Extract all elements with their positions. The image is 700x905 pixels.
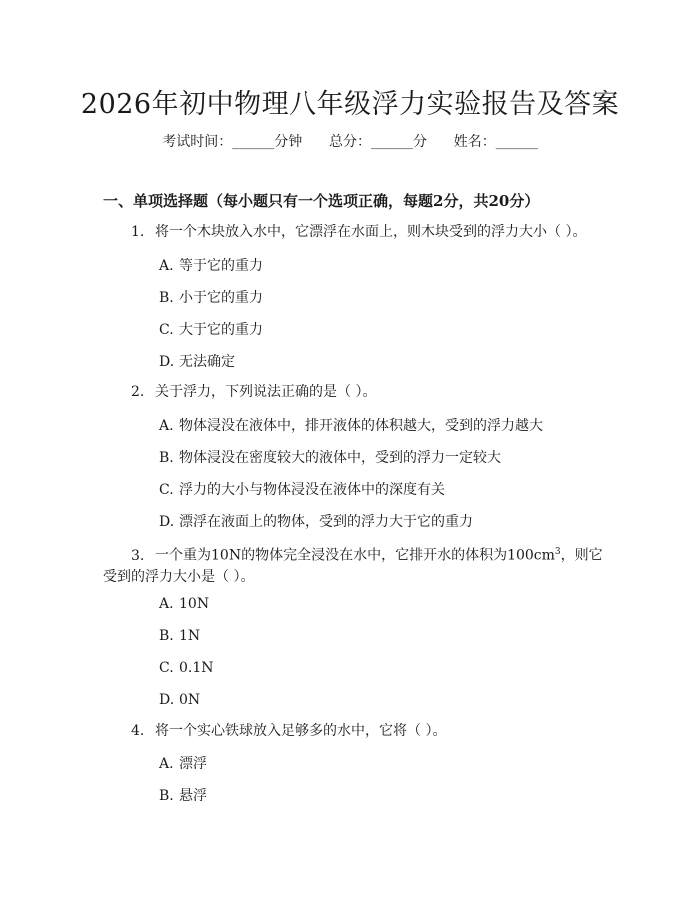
question-4	[131, 716, 446, 746]
option-3c	[159, 658, 214, 678]
question-3-continued	[103, 562, 254, 592]
name-blank: ______	[495, 134, 538, 150]
option-2b	[159, 448, 501, 468]
option-2c	[159, 480, 445, 500]
question-text: 将一个实心铁球放入足够多的水中，它将（ ）。	[155, 723, 447, 739]
score-unit: 分	[413, 134, 427, 150]
option-letter: A.	[159, 596, 174, 612]
option-2d	[159, 512, 473, 532]
exam-meta-line	[0, 131, 700, 151]
option-letter: D.	[159, 354, 175, 370]
question-number: 2.	[131, 384, 145, 400]
question-text: 关于浮力，下列说法正确的是（ ）。	[155, 384, 377, 400]
option-1d	[159, 352, 235, 372]
option-text: 漂浮	[179, 756, 207, 772]
option-text: 0.1N	[179, 660, 214, 676]
option-3b	[159, 626, 200, 646]
option-letter: B.	[159, 628, 174, 644]
question-2	[131, 377, 376, 407]
option-letter: B.	[159, 290, 174, 306]
option-letter: A.	[159, 258, 174, 274]
name-label: 姓名：	[453, 134, 496, 150]
time-label: 考试时间：	[162, 134, 233, 150]
score-label: 总分：	[329, 134, 371, 150]
option-letter: A.	[159, 756, 174, 772]
option-1c	[159, 320, 263, 340]
option-text: 等于它的重力	[179, 258, 263, 274]
time-blank: ______	[232, 134, 275, 150]
document-title: 2026年初中物理八年级浮力实验报告及答案	[80, 89, 620, 120]
option-1b	[159, 288, 263, 308]
question-1	[131, 217, 586, 247]
option-text: 0N	[179, 692, 201, 708]
option-text: 10N	[179, 596, 210, 612]
option-letter: D.	[159, 514, 175, 530]
option-text: 物体浸没在液体中，排开液体的体积越大，受到的浮力越大	[179, 418, 543, 434]
question-text: 将一个木块放入水中，它漂浮在水面上，则木块受到的浮力大小（ ）。	[155, 224, 587, 240]
question-number: 3.	[131, 547, 145, 564]
question-text-line2: 受到的浮力大小是（ ）。	[103, 569, 255, 585]
option-3d	[159, 690, 200, 710]
option-4b	[159, 786, 207, 806]
option-2a	[159, 416, 543, 436]
option-text: 大于它的重力	[179, 322, 263, 338]
option-4a	[159, 754, 207, 774]
option-letter: B.	[159, 450, 174, 466]
option-text: 物体浸没在密度较大的液体中，受到的浮力一定较大	[179, 450, 501, 466]
option-text: 浮力的大小与物体浸没在液体中的深度有关	[179, 482, 445, 498]
option-text: 小于它的重力	[179, 290, 263, 306]
option-letter: C.	[159, 482, 174, 498]
question-text-line1: 一个重为10N的物体完全浸没在水中，它排开水的体积为100cm	[155, 547, 555, 564]
option-text: 漂浮在液面上的物体，受到的浮力大于它的重力	[179, 514, 473, 530]
option-letter: C.	[159, 322, 174, 338]
option-text: 无法确定	[179, 354, 235, 370]
option-letter: A.	[159, 418, 174, 434]
option-1a	[159, 256, 263, 276]
time-unit: 分钟	[274, 134, 303, 150]
option-letter: D.	[159, 692, 175, 708]
section-heading: 一、单项选择题（每小题只有一个选项正确，每题2分，共20分）	[103, 192, 540, 210]
score-blank: ______	[371, 134, 413, 150]
superscript-3: 3	[554, 547, 561, 557]
option-letter: C.	[159, 660, 174, 676]
question-text-line1-end: ，则它	[560, 547, 603, 564]
option-3a	[159, 594, 209, 614]
question-number: 4.	[131, 723, 145, 739]
question-number: 1.	[131, 224, 145, 240]
option-letter: B.	[159, 788, 174, 804]
option-text: 1N	[179, 628, 201, 644]
option-text: 悬浮	[179, 788, 207, 804]
